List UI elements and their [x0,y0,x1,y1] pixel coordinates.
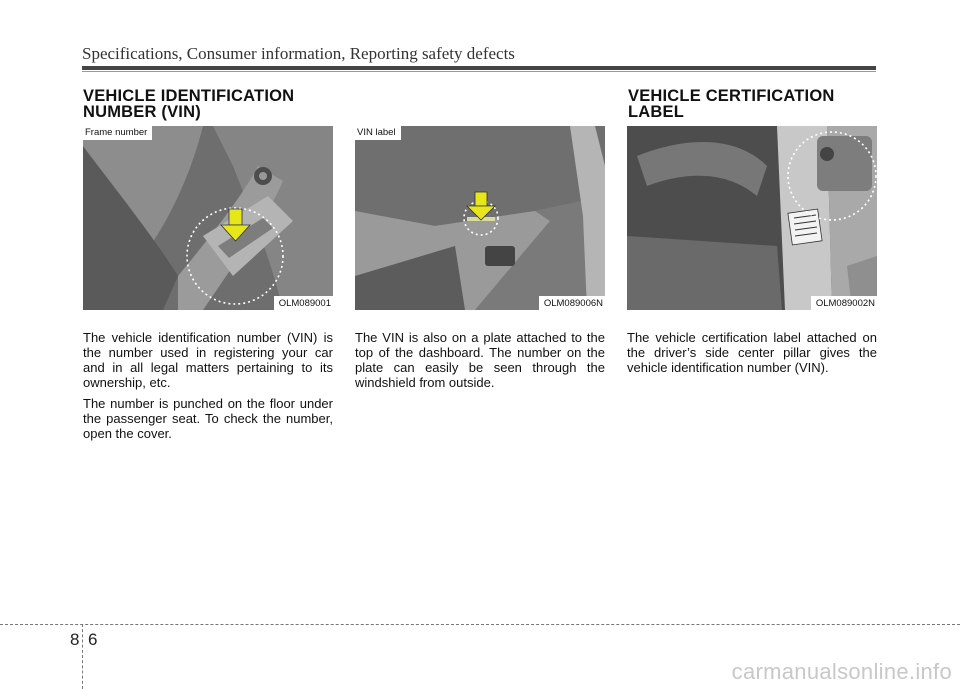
chapter-number: 8 [70,630,80,649]
figure-label-vin: VIN label [355,126,401,140]
footer-dashed-rule [0,624,960,625]
figure-vin-label [355,126,605,310]
dashboard-paragraph: The VIN is also on a plate attached to the top of the dashboard. The number on the plate can easily be seen through the windshield from outside. [355,330,605,390]
column-vin-text [83,330,333,447]
section-title-cert-line2: LABEL [628,103,684,121]
cert-paragraph: The vehicle certification label attached on the driver’s side center pillar gives the vehicle identification number (VIN). [627,330,877,375]
vin-paragraph-2: The number is punched on the floor under the passenger seat. To check the number, open the cover. [83,396,333,441]
column-cert-text [627,330,877,381]
figure-cert-label [627,126,877,310]
figure-code-3: OLM089002N [811,296,877,310]
section-title-vin-line2: NUMBER (VIN) [83,103,201,121]
vin-label-illustration [355,126,605,310]
header-rule [82,66,876,70]
figure-code-2: OLM089006N [539,296,605,310]
section-title-cert [628,88,834,120]
section-title-vin [83,88,294,120]
vin-paragraph-1: The vehicle identification number (VIN) is the number used in registering your car and in all legal matters pertaining to its ownership, etc. [83,330,333,390]
header-rule-thin [82,71,876,72]
frame-number-illustration [83,126,333,310]
section-title-vin-line1: VEHICLE IDENTIFICATION [83,87,295,105]
figure-label-frame-number: Frame number [83,126,152,140]
page-header-title: Specifications, Consumer information, Reporting safety defects [82,44,515,63]
footer-dashed-divider [82,624,83,689]
figure-frame-number [83,126,333,310]
cert-label-illustration [627,126,877,310]
section-title-cert-line1: VEHICLE CERTIFICATION [628,87,835,105]
figure-code-1: OLM089001 [274,296,333,310]
page-number: 6 [88,630,98,649]
watermark: carmanualsonline.info [731,659,952,684]
column-dashboard-text [355,330,605,396]
